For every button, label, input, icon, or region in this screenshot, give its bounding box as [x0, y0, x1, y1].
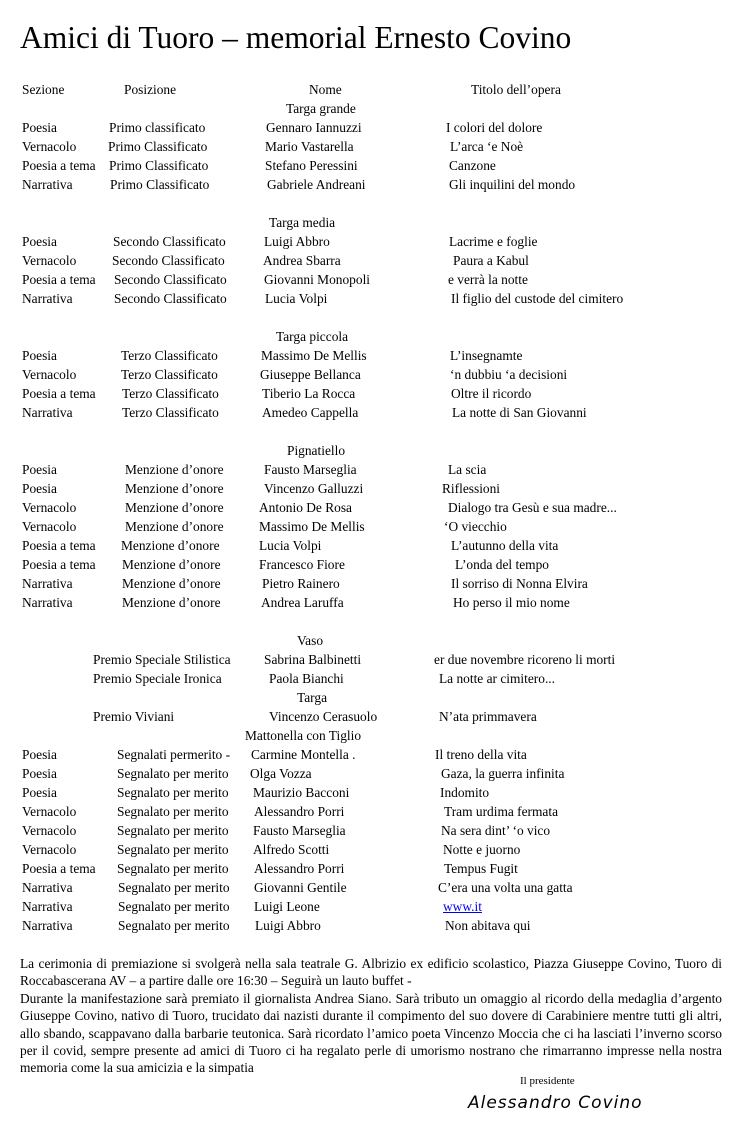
- entry-sezione: Vernacolo: [22, 253, 77, 268]
- entry-titolo: e verrà la notte: [448, 272, 528, 287]
- entry-posizione: Secondo Classificato: [112, 253, 225, 268]
- entry-titolo: ‘n dubbiu ‘a decisioni: [450, 367, 568, 382]
- entry-sezione: Vernacolo: [22, 804, 77, 819]
- entry-sezione: Poesia: [22, 766, 57, 781]
- entry-posizione: Secondo Classificato: [114, 291, 227, 306]
- section-heading: Mattonella con Tiglio: [245, 728, 362, 743]
- entry-nome: Amedeo Cappella: [262, 405, 359, 420]
- entry-sezione: Narrativa: [22, 177, 73, 192]
- entry-nome: Carmine Montella .: [251, 747, 356, 762]
- entry-posizione: Premio Speciale Ironica: [93, 671, 222, 686]
- entry-nome: Fausto Marseglia: [264, 462, 357, 477]
- entry-titolo: Il treno della vita: [435, 747, 527, 762]
- entry-posizione: Menzione d’onore: [122, 576, 221, 591]
- ceremony-paragraph: La cerimonia di premiazione si svolgerà nella sala teatrale G. Albrizio ex edificio scolastico, Piazza Giuseppe Covino, Tuoro di Roccabascerana AV – a partire dalle ore 16:30 – Seguirà un lauto buffet -: [20, 956, 722, 989]
- entry-nome: Tiberio La Rocca: [262, 386, 356, 401]
- entry-posizione: Secondo Classificato: [114, 272, 227, 287]
- entry-posizione: Primo Classificato: [110, 177, 210, 192]
- entry-posizione: Menzione d’onore: [125, 462, 224, 477]
- ceremony-notes: [20, 955, 722, 1077]
- entry-sezione: Vernacolo: [22, 842, 77, 857]
- entry-titolo: Ho perso il mio nome: [453, 595, 570, 610]
- entry-titolo: Tempus Fugit: [444, 861, 518, 876]
- entry-sezione: Poesia: [22, 747, 57, 762]
- entry-posizione: Segnalato per merito: [117, 823, 229, 838]
- entry-titolo: La notte di San Giovanni: [452, 405, 587, 420]
- entry-posizione: Menzione d’onore: [125, 519, 224, 534]
- entry-nome: Sabrina Balbinetti: [264, 652, 362, 667]
- entry-titolo: La notte ar cimitero...: [439, 671, 556, 686]
- section-heading: Pignatiello: [287, 443, 346, 458]
- entry-sezione: Narrativa: [22, 576, 73, 591]
- entry-titolo: Notte e juorno: [443, 842, 521, 857]
- entry-titolo: L’insegnamte: [450, 348, 523, 363]
- entry-nome: Massimo De Mellis: [261, 348, 367, 363]
- entry-nome: Antonio De Rosa: [259, 500, 352, 515]
- entry-titolo: Non abitava qui: [445, 918, 531, 933]
- entry-posizione: Primo classificato: [109, 120, 206, 135]
- entry-posizione: Menzione d’onore: [121, 538, 220, 553]
- entry-sezione: Poesia: [22, 348, 57, 363]
- entry-sezione: Vernacolo: [22, 500, 77, 515]
- entry-sezione: Vernacolo: [22, 823, 77, 838]
- entry-nome: Vincenzo Galluzzi: [264, 481, 364, 496]
- entry-titolo: Na sera dint’ ‘o vico: [441, 823, 551, 838]
- entry-posizione: Terzo Classificato: [121, 348, 218, 363]
- entry-titolo: Gaza, la guerra infinita: [441, 766, 565, 781]
- entry-titolo: Lacrime e foglie: [449, 234, 538, 249]
- entry-posizione: Segnalato per merito: [118, 880, 230, 895]
- entry-sezione: Poesia a tema: [22, 272, 96, 287]
- entry-titolo: I colori del dolore: [446, 120, 543, 135]
- column-header-nome: Nome: [309, 82, 342, 97]
- entry-titolo: L’arca ‘e Noè: [450, 139, 524, 154]
- entry-titolo: N’ata primmavera: [439, 709, 537, 724]
- section-heading: Targa media: [269, 215, 336, 230]
- entry-sezione: Poesia: [22, 481, 57, 496]
- section-heading: Vaso: [297, 633, 324, 648]
- entry-sezione: Poesia a tema: [22, 861, 96, 876]
- entry-titolo: Gli inquilini del mondo: [449, 177, 576, 192]
- entry-titolo: L’autunno della vita: [451, 538, 559, 553]
- entry-posizione: Primo Classificato: [108, 139, 208, 154]
- entry-titolo: Indomito: [440, 785, 490, 800]
- column-header-titolo: Titolo dell’opera: [471, 82, 561, 97]
- entry-titolo: Paura a Kabul: [453, 253, 529, 268]
- entry-titolo: C’era una volta una gatta: [438, 880, 573, 895]
- entry-posizione: Segnalato per merito: [118, 899, 230, 914]
- entry-nome: Gabriele Andreani: [267, 177, 366, 192]
- entry-posizione: Segnalato per merito: [117, 804, 229, 819]
- entry-nome: Maurizio Bacconi: [253, 785, 350, 800]
- entry-sezione: Narrativa: [22, 899, 73, 914]
- entry-sezione: Poesia: [22, 120, 57, 135]
- entry-posizione: Segnalato per merito: [117, 785, 229, 800]
- entry-nome: Fausto Marseglia: [253, 823, 346, 838]
- entry-nome: Vincenzo Cerasuolo: [269, 709, 378, 724]
- entry-nome: Lucia Volpi: [259, 538, 322, 553]
- entry-nome: Stefano Peressini: [265, 158, 358, 173]
- entry-posizione: Segnalato per merito: [117, 842, 229, 857]
- section-heading: Targa piccola: [276, 329, 349, 344]
- column-header-posizione: Posizione: [124, 82, 177, 97]
- entry-nome: Luigi Abbro: [264, 234, 330, 249]
- entry-nome: Paola Bianchi: [269, 671, 344, 686]
- entry-posizione: Segnalati permerito -: [117, 747, 231, 762]
- entry-nome: Giovanni Monopoli: [264, 272, 371, 287]
- entry-posizione: Menzione d’onore: [122, 557, 221, 572]
- entry-sezione: Poesia: [22, 785, 57, 800]
- section-heading: Targa: [297, 690, 328, 705]
- entry-posizione: Segnalato per merito: [117, 766, 229, 781]
- tribute-paragraph: Durante la manifestazione sarà premiato il giornalista Andrea Siano. Sarà tributo un omaggio al ricordo della medaglia d’argento Giuseppe Covino, nativo di Tuoro, trucidato dai nazisti durante il compimento del suo dovere di Carabiniere mentre tutti gli altri, allo sbando, scappavano dalla barbarie teutonica. Sarà ricordato l’amico poeta Vincenzo Moccia che ci ha lasciati l’inverno scorso per il covid, sempre presente ad amici di Tuoro ci ha regalato perle di umorismo nostrano che rimarranno impresse nella nostra memoria come la sua amicizia e la simpatia: [20, 990, 722, 1076]
- entry-nome: Lucia Volpi: [265, 291, 328, 306]
- entry-posizione: Premio Viviani: [93, 709, 175, 724]
- entry-sezione: Vernacolo: [22, 139, 77, 154]
- entry-titolo: Riflessioni: [442, 481, 501, 496]
- entry-titolo: Tram urdima fermata: [444, 804, 559, 819]
- entry-sezione: Narrativa: [22, 880, 73, 895]
- entry-titolo: La scia: [448, 462, 487, 477]
- entry-titolo[interactable]: www.it: [443, 899, 482, 914]
- entry-nome: Pietro Rainero: [262, 576, 340, 591]
- signature: Alessandro Covino: [468, 1093, 643, 1113]
- entry-posizione: Terzo Classificato: [122, 386, 219, 401]
- entry-nome: Andrea Laruffa: [261, 595, 344, 610]
- entry-titolo: Dialogo tra Gesù e sua madre...: [448, 500, 617, 515]
- entry-nome: Massimo De Mellis: [259, 519, 365, 534]
- entry-titolo: ‘O viecchio: [444, 519, 507, 534]
- entry-posizione: Menzione d’onore: [122, 595, 221, 610]
- entry-sezione: Narrativa: [22, 918, 73, 933]
- entry-sezione: Vernacolo: [22, 367, 77, 382]
- entry-sezione: Poesia: [22, 234, 57, 249]
- signature-label: Il presidente: [520, 1075, 575, 1087]
- entry-nome: Olga Vozza: [250, 766, 312, 781]
- entry-titolo: Oltre il ricordo: [451, 386, 532, 401]
- section-heading: Targa grande: [286, 101, 356, 116]
- entry-nome: Giuseppe Bellanca: [260, 367, 361, 382]
- entry-posizione: Primo Classificato: [109, 158, 209, 173]
- entry-titolo: L’onda del tempo: [455, 557, 549, 572]
- entry-sezione: Poesia a tema: [22, 538, 96, 553]
- entry-sezione: Poesia a tema: [22, 557, 96, 572]
- entry-nome: Francesco Fiore: [259, 557, 345, 572]
- entry-posizione: Segnalato per merito: [118, 918, 230, 933]
- entry-nome: Mario Vastarella: [265, 139, 354, 154]
- entry-posizione: Secondo Classificato: [113, 234, 226, 249]
- column-header-sezione: Sezione: [22, 82, 65, 97]
- entry-nome: Giovanni Gentile: [254, 880, 347, 895]
- entry-nome: Gennaro Iannuzzi: [266, 120, 362, 135]
- entry-sezione: Poesia: [22, 462, 57, 477]
- entry-titolo: er due novembre ricoreno li morti: [434, 652, 616, 667]
- entry-sezione: Poesia a tema: [22, 158, 96, 173]
- entry-posizione: Menzione d’onore: [125, 500, 224, 515]
- entry-posizione: Menzione d’onore: [125, 481, 224, 496]
- entry-nome: Alessandro Porri: [254, 861, 345, 876]
- entry-nome: Alessandro Porri: [254, 804, 345, 819]
- entry-nome: Alfredo Scotti: [253, 842, 330, 857]
- entry-sezione: Narrativa: [22, 291, 73, 306]
- entry-titolo: Il figlio del custode del cimitero: [451, 291, 624, 306]
- entry-posizione: Premio Speciale Stilistica: [93, 652, 231, 667]
- entry-nome: Andrea Sbarra: [263, 253, 341, 268]
- entry-posizione: Terzo Classificato: [122, 405, 219, 420]
- entry-sezione: Poesia a tema: [22, 386, 96, 401]
- entry-posizione: Terzo Classificato: [121, 367, 218, 382]
- entry-nome: Luigi Abbro: [255, 918, 321, 933]
- entry-posizione: Segnalato per merito: [117, 861, 229, 876]
- entry-nome: Luigi Leone: [254, 899, 320, 914]
- entry-sezione: Narrativa: [22, 595, 73, 610]
- page-title: Amici di Tuoro – memorial Ernesto Covino: [20, 20, 572, 55]
- entry-sezione: Narrativa: [22, 405, 73, 420]
- entry-sezione: Vernacolo: [22, 519, 77, 534]
- entry-titolo: Canzone: [449, 158, 496, 173]
- entry-titolo: Il sorriso di Nonna Elvira: [451, 576, 588, 591]
